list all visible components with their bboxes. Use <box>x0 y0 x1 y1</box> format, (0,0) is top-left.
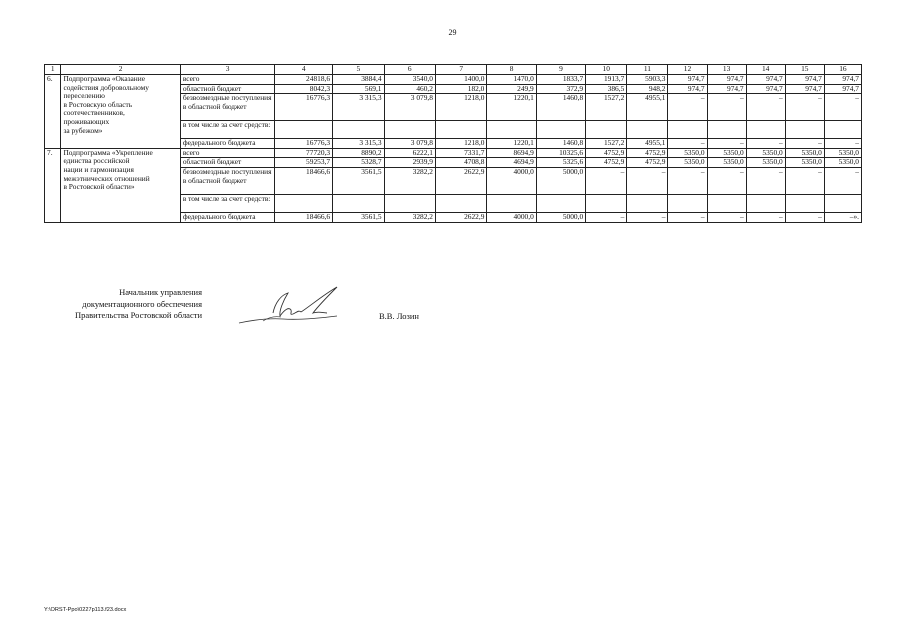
value-cell: 1218,0 <box>435 94 486 121</box>
subprogram-name-line: Подпрограмма «Укрепление <box>63 148 153 157</box>
signatory-title <box>44 287 202 322</box>
value-cell: 4752,9 <box>627 158 668 168</box>
value-cell: 1220,1 <box>487 139 536 149</box>
subprogram-name-line: содействия добровольному <box>63 82 149 92</box>
subprogram-name-line: межэтнических отношений <box>63 173 150 183</box>
value-cell: 5000,0 <box>536 167 585 194</box>
value-cell: 1220,1 <box>487 94 536 121</box>
value-cell: 5350,0 <box>707 148 746 158</box>
subprogram-name-line: в Ростовской области» <box>63 182 135 192</box>
value-cell: 1527,2 <box>586 139 627 149</box>
value-cell <box>487 194 536 212</box>
value-cell <box>384 194 435 212</box>
value-cell <box>785 194 824 212</box>
value-cell: 249,9 <box>487 84 536 94</box>
value-cell: 974,7 <box>785 75 824 85</box>
subprogram-name-cell <box>61 148 180 222</box>
funding-source-cell: безвозмездные поступления в областной бюджет <box>180 167 275 194</box>
column-header: 15 <box>785 65 824 75</box>
value-cell: 18466,6 <box>275 212 333 222</box>
value-cell: 569,1 <box>333 84 384 94</box>
value-cell: 2622,9 <box>435 212 486 222</box>
value-cell: 974,7 <box>668 75 707 85</box>
value-cell: 4955,1 <box>627 139 668 149</box>
column-header: 10 <box>586 65 627 75</box>
value-cell <box>275 194 333 212</box>
funding-source-cell: федерального бюджета <box>180 139 275 149</box>
value-cell: – <box>785 94 824 121</box>
column-header: 16 <box>824 65 861 75</box>
value-cell: 5903,3 <box>627 75 668 85</box>
subprogram-name-line: Подпрограмма «Оказание <box>63 74 145 83</box>
value-cell: 3884,4 <box>333 75 384 85</box>
value-cell: 8694,9 <box>487 148 536 158</box>
value-cell: 372,9 <box>536 84 585 94</box>
column-header: 9 <box>536 65 585 75</box>
value-cell: 5350,0 <box>707 158 746 168</box>
value-cell: 3540,0 <box>384 75 435 85</box>
value-cell <box>333 121 384 139</box>
value-cell: 5350,0 <box>785 148 824 158</box>
signatory-title-line: Начальник управления <box>119 287 202 297</box>
value-cell: 974,7 <box>668 84 707 94</box>
value-cell: – <box>746 94 785 121</box>
value-cell: 3 315,3 <box>333 94 384 121</box>
value-cell <box>275 121 333 139</box>
value-cell: 3282,2 <box>384 212 435 222</box>
value-cell: – <box>627 212 668 222</box>
value-cell: 7331,7 <box>435 148 486 158</box>
table-row <box>45 148 862 158</box>
funding-source-cell: в том числе за счет средств: <box>180 194 275 212</box>
value-cell: 4708,8 <box>435 158 486 168</box>
value-cell: 24818,6 <box>275 75 333 85</box>
value-cell: 16776,3 <box>275 94 333 121</box>
column-header: 11 <box>627 65 668 75</box>
signatory-title-line: документационного обеспечения <box>82 298 202 309</box>
value-cell: 5350,0 <box>668 158 707 168</box>
value-cell: 974,7 <box>707 84 746 94</box>
value-cell: 6222,1 <box>384 148 435 158</box>
value-cell: 5350,0 <box>824 148 861 158</box>
value-cell: – <box>668 94 707 121</box>
value-cell <box>435 194 486 212</box>
column-header: 3 <box>180 65 275 75</box>
row-number-cell: 6. <box>45 75 61 149</box>
value-cell: 5350,0 <box>668 148 707 158</box>
value-cell: 5325,6 <box>536 158 585 168</box>
column-header: 5 <box>333 65 384 75</box>
table-row <box>45 75 862 85</box>
subprogram-name-line: за рубежом» <box>63 125 103 135</box>
value-cell: 3282,2 <box>384 167 435 194</box>
column-header: 2 <box>61 65 180 75</box>
value-cell: – <box>746 212 785 222</box>
value-cell: 18466,6 <box>275 167 333 194</box>
column-header: 12 <box>668 65 707 75</box>
value-cell: – <box>668 167 707 194</box>
value-cell: – <box>627 167 668 194</box>
column-header: 8 <box>487 65 536 75</box>
funding-source-cell: всего <box>180 148 275 158</box>
handwritten-signature <box>233 283 345 331</box>
value-cell: – <box>586 167 627 194</box>
value-cell: 3561,5 <box>333 212 384 222</box>
value-cell: 77720,3 <box>275 148 333 158</box>
value-cell <box>586 121 627 139</box>
value-cell: 1833,7 <box>536 75 585 85</box>
value-cell: 16776,3 <box>275 139 333 149</box>
funding-source-cell: областной бюджет <box>180 84 275 94</box>
column-header: 4 <box>275 65 333 75</box>
funding-source-cell: безвозмездные поступления в областной бюджет <box>180 94 275 121</box>
value-cell: 4752,9 <box>627 148 668 158</box>
subprogram-name-line: переселению <box>63 91 105 101</box>
value-cell: – <box>707 167 746 194</box>
subprogram-name-line: соотечественников, <box>63 108 125 118</box>
value-cell: 1460,8 <box>536 94 585 121</box>
value-cell: 948,2 <box>627 84 668 94</box>
signatory-name: В.В. Лозин <box>379 311 419 321</box>
value-cell: 1470,0 <box>487 75 536 85</box>
value-cell: 4752,9 <box>586 148 627 158</box>
subprogram-name-line: проживающих <box>63 116 110 126</box>
value-cell: 4955,1 <box>627 94 668 121</box>
page-number: 29 <box>448 28 457 37</box>
value-cell: 3561,5 <box>333 167 384 194</box>
value-cell: – <box>785 139 824 149</box>
value-cell: 5000,0 <box>536 212 585 222</box>
value-cell: 4694,9 <box>487 158 536 168</box>
funding-source-cell: федерального бюджета <box>180 212 275 222</box>
budget-table <box>44 64 862 223</box>
document-file-path: Y:\ORST-Ppo\0227p113.f23.docx <box>44 607 127 613</box>
value-cell: 1460,8 <box>536 139 585 149</box>
header-row <box>45 65 862 75</box>
value-cell: 5350,0 <box>746 148 785 158</box>
value-cell: 974,7 <box>824 75 861 85</box>
value-cell: –». <box>824 212 861 222</box>
value-cell: 8042,3 <box>275 84 333 94</box>
funding-source-cell: в том числе за счет средств: <box>180 121 275 139</box>
value-cell <box>627 121 668 139</box>
value-cell <box>384 121 435 139</box>
column-header: 7 <box>435 65 486 75</box>
column-header: 13 <box>707 65 746 75</box>
value-cell: 974,7 <box>746 84 785 94</box>
value-cell <box>668 194 707 212</box>
value-cell <box>668 121 707 139</box>
value-cell: 4752,9 <box>586 158 627 168</box>
value-cell <box>824 194 861 212</box>
column-header: 6 <box>384 65 435 75</box>
value-cell <box>707 121 746 139</box>
funding-source-cell: областной бюджет <box>180 158 275 168</box>
value-cell: 3 315,3 <box>333 139 384 149</box>
value-cell: 460,2 <box>384 84 435 94</box>
value-cell: 10325,6 <box>536 148 585 158</box>
value-cell: – <box>668 139 707 149</box>
subprogram-name-cell <box>61 75 180 149</box>
value-cell: – <box>824 139 861 149</box>
value-cell: – <box>746 167 785 194</box>
value-cell <box>785 121 824 139</box>
column-header: 1 <box>45 65 61 75</box>
value-cell <box>435 121 486 139</box>
value-cell <box>746 194 785 212</box>
funding-source-cell: всего <box>180 75 275 85</box>
value-cell: 182,0 <box>435 84 486 94</box>
value-cell <box>627 194 668 212</box>
signatory-title-line: Правительства Ростовской области <box>75 310 202 320</box>
value-cell: 386,5 <box>586 84 627 94</box>
value-cell: – <box>707 212 746 222</box>
value-cell: – <box>746 139 785 149</box>
value-cell: 59253,7 <box>275 158 333 168</box>
value-cell: – <box>707 94 746 121</box>
value-cell <box>707 194 746 212</box>
value-cell <box>487 121 536 139</box>
subprogram-name-line: в Ростовскую область <box>63 99 133 109</box>
column-header: 14 <box>746 65 785 75</box>
value-cell: 974,7 <box>824 84 861 94</box>
value-cell: 2939,9 <box>384 158 435 168</box>
value-cell: – <box>824 167 861 194</box>
value-cell: 5350,0 <box>785 158 824 168</box>
value-cell: 5350,0 <box>824 158 861 168</box>
value-cell: 2622,9 <box>435 167 486 194</box>
value-cell: 974,7 <box>785 84 824 94</box>
subprogram-name-line: единства российской <box>63 156 130 166</box>
table-body <box>45 75 862 223</box>
value-cell: – <box>824 94 861 121</box>
value-cell: 974,7 <box>707 75 746 85</box>
value-cell: 8890,2 <box>333 148 384 158</box>
value-cell: 3 079,8 <box>384 139 435 149</box>
value-cell: 3 079,8 <box>384 94 435 121</box>
value-cell: 4000,0 <box>487 167 536 194</box>
value-cell: 1913,7 <box>586 75 627 85</box>
value-cell: 1218,0 <box>435 139 486 149</box>
value-cell: – <box>668 212 707 222</box>
row-number-cell: 7. <box>45 148 61 222</box>
subprogram-name-line: нации и гармонизация <box>63 164 134 174</box>
value-cell: 1527,2 <box>586 94 627 121</box>
value-cell: 5350,0 <box>746 158 785 168</box>
value-cell: – <box>586 212 627 222</box>
value-cell <box>536 121 585 139</box>
value-cell <box>536 194 585 212</box>
value-cell: 1400,0 <box>435 75 486 85</box>
value-cell <box>824 121 861 139</box>
value-cell: – <box>707 139 746 149</box>
value-cell: 974,7 <box>746 75 785 85</box>
value-cell: – <box>785 167 824 194</box>
value-cell: – <box>785 212 824 222</box>
value-cell <box>586 194 627 212</box>
value-cell <box>746 121 785 139</box>
value-cell <box>333 194 384 212</box>
value-cell: 5328,7 <box>333 158 384 168</box>
value-cell: 4000,0 <box>487 212 536 222</box>
